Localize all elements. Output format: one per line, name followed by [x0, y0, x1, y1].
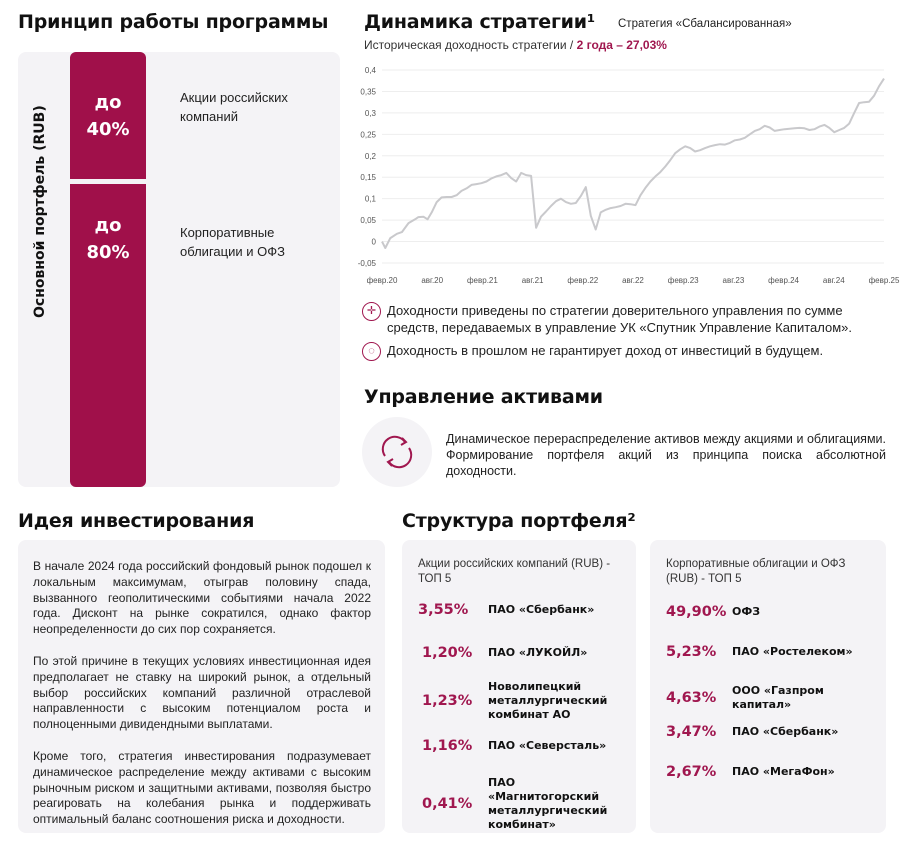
x-tick-label: авг.21 [521, 276, 544, 285]
stock-pct: 1,23% [422, 693, 473, 709]
x-tick-label: февр.22 [567, 276, 599, 285]
x-tick-label: февр.21 [466, 276, 498, 285]
idea-paragraph: Кроме того, стратегия инвестирования подразумевает динамическое распределение между активами с высоким рыночным риском и защитными активами, позволяя быстро реагировать на колебания рынка и поддерживать оптимальный баланс соотношения риска и доходности. [33, 748, 371, 827]
note-text: Доходности приведены по стратегии доверительного управления по сумме средств, передаваемых в управление УК «Спутник Управление Капиталом». [387, 303, 852, 335]
bond-name: ПАО «Сбербанк» [732, 725, 839, 738]
y-tick-label: 0,4 [364, 66, 376, 75]
bond-name: ООО «Газпром капитал» [732, 684, 824, 711]
idea-paragraph: В начале 2024 года российский фондовый рынок подошел к локальным максимумам, отыграв половину спада, вызванного геополитическими событиями начала 2022 года. Дисконт на рынке сократился, однако фактор неопределенности до сих пор сохраняется. [33, 559, 371, 637]
stock-pct: 0,41% [422, 796, 473, 812]
stock-name: ПАО «Магнитогорский металлургический комбинат» [488, 776, 608, 831]
info-icon: ◌ [362, 342, 381, 361]
stocks-card [402, 540, 636, 833]
note-text: Доходность в прошлом не гарантирует доход от инвестиций в будущем. [387, 343, 824, 358]
stock-name: ПАО «Сбербанк» [488, 603, 595, 616]
stock-pct: 1,20% [422, 645, 473, 661]
stock-row [422, 680, 618, 722]
management-icon-circle [362, 417, 432, 487]
bonds-card-title: Корпоративные облигации и ОФЗ (RUB) - ТОП 5 [666, 558, 846, 585]
stocks-share-prefix: до [94, 91, 122, 113]
x-tick-label: февр.23 [667, 276, 699, 285]
bonds-share-prefix: до [94, 215, 122, 236]
chart-subtitle-highlight: 2 года – 27,03% [576, 38, 667, 52]
idea-paragraph: По этой причине в текущих условиях инвестиционная идея предполагает не ставку на широкий рынок, а отдельный выбор российских компаний различной отраслевой направленности с высоким потенциалом роста и полноценными дивидендными выплатами. [33, 653, 371, 732]
x-tick-label: авг.24 [822, 276, 845, 285]
x-tick-label: февр.20 [366, 276, 398, 285]
principle-title: Принцип работы программы [18, 11, 329, 33]
bond-pct: 49,90% [666, 604, 727, 620]
stock-row [422, 645, 618, 661]
bond-name: ПАО «Ростелеком» [732, 645, 853, 658]
bond-row [666, 724, 872, 740]
y-tick-label: 0,3 [364, 108, 376, 118]
stock-name: Новолипецкий металлургический комбинат АО [488, 680, 608, 721]
x-tick-label: авг.23 [722, 276, 745, 285]
stock-row [418, 602, 618, 618]
bonds-share-bar [70, 184, 146, 487]
bond-pct: 2,67% [666, 764, 717, 780]
stock-name: ПАО «Северсталь» [488, 739, 607, 752]
chart-subtitle-text: Историческая доходность стратегии / [364, 38, 577, 52]
stock-name: ПАО «ЛУКОЙЛ» [488, 646, 588, 659]
y-tick-label: -0,05 [357, 259, 376, 268]
y-tick-label: 0,35 [360, 87, 376, 97]
idea-text [33, 559, 371, 844]
series-line [382, 79, 884, 248]
portfolio-vertical-label: Основной портфель (RUB) [32, 105, 48, 318]
principle-panel [18, 52, 340, 487]
y-tick-label: 0,2 [364, 151, 376, 161]
stocks-share-value: 40% [86, 118, 130, 140]
chart-subtitle [364, 38, 667, 52]
idea-title: Идея инвестирования [18, 510, 255, 532]
bond-row [666, 764, 872, 780]
y-tick-label: 0,25 [360, 130, 376, 140]
stock-row [422, 776, 624, 832]
bond-pct: 3,47% [666, 724, 717, 740]
stock-pct: 3,55% [418, 602, 469, 618]
y-tick-label: 0,05 [360, 216, 376, 226]
structure-title: Структура портфеля² [402, 510, 636, 532]
stock-pct: 1,16% [422, 738, 473, 754]
dynamics-title: Динамика стратегии¹ [364, 11, 596, 33]
stock-row [422, 738, 618, 754]
management-text: Динамическое перераспределение активов между акциями и облигациями. Формирование портфеля акций из принципа поиска абсолютной доходности. [446, 432, 886, 478]
stocks-share-bar [70, 52, 146, 179]
y-tick-label: 0 [371, 237, 376, 247]
y-tick-label: 0,15 [360, 173, 376, 183]
idea-panel [18, 540, 385, 833]
stocks-share-label: Акции российских компаний [180, 90, 288, 124]
bond-name: ПАО «МегаФон» [732, 765, 835, 778]
bond-row [666, 684, 882, 712]
note-item [362, 302, 892, 336]
bond-pct: 4,63% [666, 690, 717, 706]
bond-pct: 5,23% [666, 644, 717, 660]
x-tick-label: авг.20 [421, 276, 444, 285]
management-title: Управление активами [364, 386, 603, 408]
bonds-share-value: 80% [86, 242, 130, 263]
bonds-share-label: Корпоративные облигации и ОФЗ [180, 225, 285, 259]
strategy-name: Стратегия «Сбалансированная» [618, 18, 792, 30]
y-tick-label: 0,1 [364, 194, 376, 204]
bond-row [666, 604, 872, 620]
x-tick-label: февр.25 [868, 276, 900, 285]
plus-icon: ✛ [362, 302, 381, 321]
refresh-arrows-icon [377, 432, 417, 472]
notes-list [362, 302, 892, 361]
bond-row [666, 644, 872, 660]
note-item [362, 342, 892, 361]
bond-name: ОФЗ [732, 605, 761, 618]
stocks-card-title: Акции российских компаний (RUB) - ТОП 5 [418, 558, 611, 585]
x-tick-label: февр.24 [768, 276, 800, 285]
x-tick-label: авг.22 [622, 276, 644, 285]
strategy-chart [352, 58, 900, 290]
bonds-card [650, 540, 886, 833]
